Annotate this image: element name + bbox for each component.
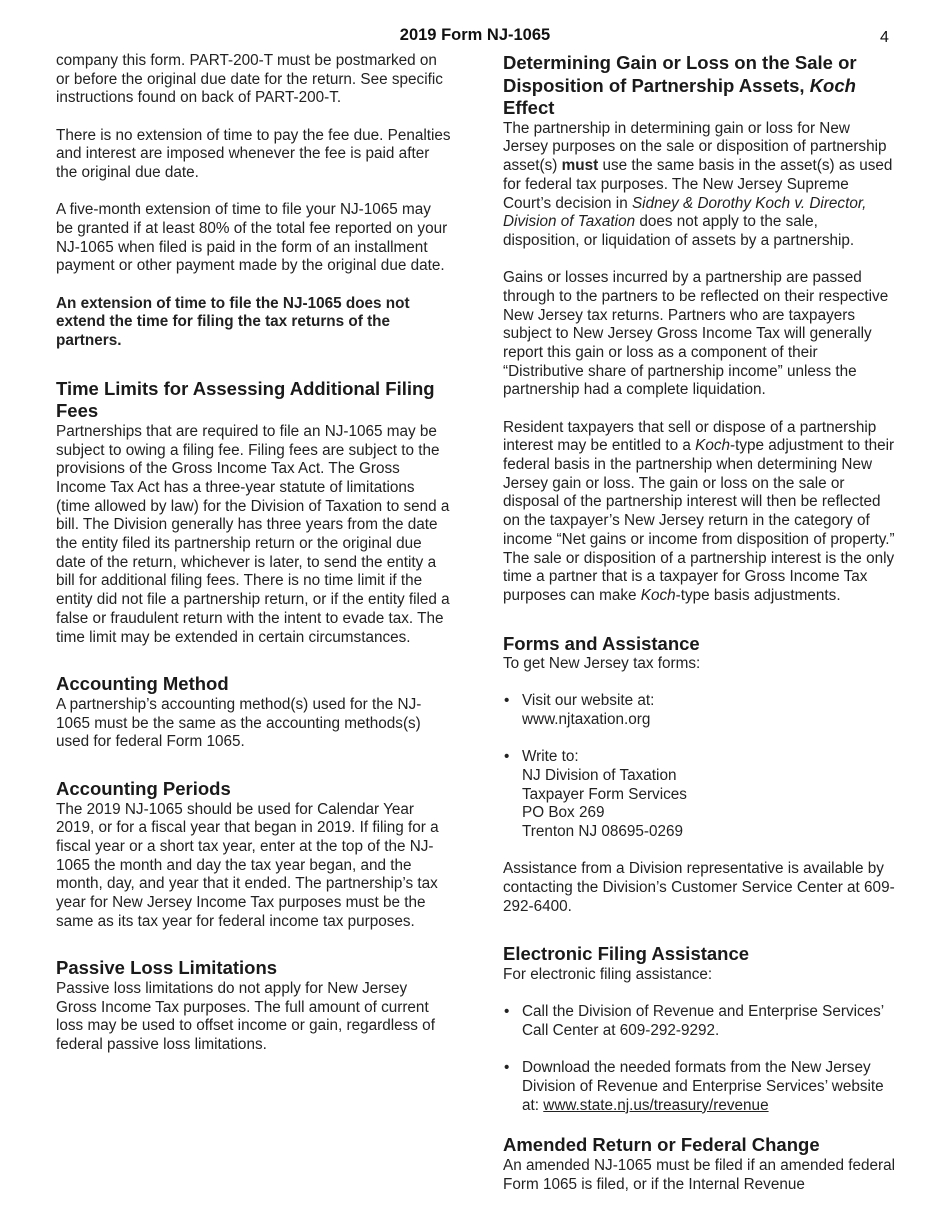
koch-p3-italic-2: Koch: [640, 586, 676, 604]
address-line: NJ Division of Taxation: [522, 767, 677, 785]
heading-time-limits: Time Limits for Assessing Additional Filing Fees: [56, 377, 435, 422]
paragraph-extension-note: An extension of time to file the NJ-1065 does not extend the time for filing the tax returns of the partners.: [56, 294, 410, 349]
paragraph-assistance: Assistance from a Division representative is available by contacting the Division’s Customer Service Center at 609-292-6400.: [503, 860, 895, 915]
paragraph-accounting-method: A partnership’s accounting method(s) used for the NJ-1065 must be the same as the accounting methods(s) used for federal Form 1065.: [56, 695, 422, 751]
koch-p1-case-name: Sidney & Dorothy Koch v. Director, Division of Taxation: [503, 194, 867, 231]
forms-list: [503, 692, 898, 841]
paragraph-efile-intro: For electronic filing assistance:: [503, 966, 713, 984]
paragraph-accounting-periods: The 2019 NJ-1065 should be used for Calendar Year 2019, or for a fiscal year that began in 2019. If filing for a fiscal year or a short tax year, enter at the top of the NJ-1065 the month and day the tax year began, and the month, day, and year that it ended. The partnership’s tax year for New Jersey Income Tax purposes must be the same as its tax year for federal income tax purposes.: [56, 800, 439, 930]
koch-p3-text-c: -type basis adjustments.: [675, 586, 841, 604]
heading-koch-end: Effect: [503, 97, 555, 119]
address-line: Trenton NJ 08695-0269: [522, 823, 684, 841]
koch-p1-text-c: does not apply to the sale, disposition, or liquidation of assets by a partnership.: [503, 213, 855, 249]
website-label: Visit our website at:: [522, 692, 655, 710]
list-item-website: [503, 692, 898, 729]
list-item-write-to: [503, 748, 898, 842]
paragraph-forms-intro: To get New Jersey tax forms:: [503, 655, 701, 673]
heading-electronic-filing: Electronic Filing Assistance: [503, 943, 750, 965]
heading-forms-assistance: Forms and Assistance: [503, 632, 700, 654]
koch-p3-italic-1: Koch: [695, 437, 731, 455]
page-header-title: 2019 Form NJ-1065: [399, 26, 551, 44]
paragraph-no-extension-pay: There is no extension of time to pay the fee due. Penalties and interest are imposed whenever the fee is paid after the original due date.: [56, 126, 451, 182]
heading-amended-return: Amended Return or Federal Change: [503, 1134, 820, 1156]
address-line: Write to:: [522, 748, 579, 766]
paragraph-resident-taxpayers: [503, 419, 898, 606]
download-text: Download the needed formats from the New Jersey Division of Revenue and Enterprise Services’ website at:: [522, 1059, 884, 1114]
address-line: PO Box 269: [522, 804, 605, 822]
koch-p3-text-b: -type adjustment to their federal basis in the partnership when determining New Jersey gain or loss. The gain or loss on the sale or disposal of the partnership interest will then be reflected on the taxpayer’s New Jersey return in the category of income “Net gains or income from disposition of property.” The sale or disposition of a partnership interest is the only time a partner that is a taxpayer for Gross Income Tax purposes can make: [503, 437, 895, 604]
address-line: Taxpayer Form Services: [522, 785, 687, 803]
paragraph-time-limits: Partnerships that are required to file an NJ-1065 may be subject to owing a filing fee. Filing fees are subject to the provisions of the Gross Income Tax Act. The Gross Income Tax Act has a three-year statute of limitations (time allowed by law) for the Division of Taxation to send a bill. The Division generally has three years from the date the entity filed its partnership return or the original due date of the return, whichever is later, to send the entity a bill for additional filing fees. There is no time limit if the entity did not file a partnership return, or if the entity filed a false or fraudulent return with the intent to evade tax. The time limit may be extended in certain circumstances.: [56, 422, 450, 646]
paragraph-amended-return: An amended NJ-1065 must be filed if an amended federal Form 1065 is filed, or if the Internal Revenue: [503, 1156, 896, 1193]
list-item-download: [503, 1059, 898, 1115]
website-url[interactable]: www.njtaxation.org: [522, 711, 651, 729]
efile-list: [503, 1003, 898, 1115]
heading-accounting-method: Accounting Method: [56, 673, 229, 695]
heading-accounting-periods: Accounting Periods: [56, 777, 231, 799]
heading-koch-italic: Koch: [809, 74, 856, 96]
list-item-call-center: • Call the Division of Revenue and Enterprise Services’ Call Center at 609-292-9292.: [503, 1003, 898, 1040]
koch-p1-must: must: [561, 157, 599, 175]
heading-passive-loss: Passive Loss Limitations: [56, 957, 278, 979]
left-column: [56, 52, 451, 1055]
revenue-website-link[interactable]: www.state.nj.us/treasury/revenue: [543, 1096, 769, 1114]
koch-p1-text-a: The partnership in determining gain or loss for New Jersey purposes on the sale or disposition of partnership asset(s): [503, 119, 887, 175]
paragraph-gains-losses: Gains or losses incurred by a partnership are passed through to the partners to be reflected on their respective New Jersey tax returns. Partners who are taxpayers subject to New Jersey Gross Income Tax will generally report this gain or loss as a component of their “Distributive share of partnership income” unless the partnership had a complete liquidation.: [503, 269, 889, 399]
paragraph-passive-loss: Passive loss limitations do not apply for New Jersey Gross Income Tax purposes. The full amount of current loss may be used to offset income or gain, regardless of federal passive loss limitations.: [56, 980, 435, 1054]
paragraph-koch-basis: [503, 120, 898, 251]
page-number: 4: [880, 29, 889, 46]
heading-koch-effect: [503, 52, 898, 120]
right-column: [503, 52, 898, 1194]
paragraph-five-month-extension: A five-month extension of time to file your NJ-1065 may be granted if at least 80% of the total fee reported on your NJ-1065 when filed is paid in the form of an installment payment or other payment made by the original due date.: [56, 201, 448, 275]
koch-p3-text-a: Resident taxpayers that sell or dispose of a partnership interest may be entitled to a: [503, 418, 877, 455]
paragraph-part200t: company this form. PART-200-T must be postmarked on or before the original due date for the return. See specific instructions found on back of PART-200-T.: [56, 52, 443, 107]
koch-p1-text-b: use the same basis in the asset(s) as used for federal tax purposes. The New Jersey Supreme Court’s decision in: [503, 157, 893, 212]
heading-koch-main: Determining Gain or Loss on the Sale or Disposition of Partnership Assets,: [503, 52, 857, 96]
